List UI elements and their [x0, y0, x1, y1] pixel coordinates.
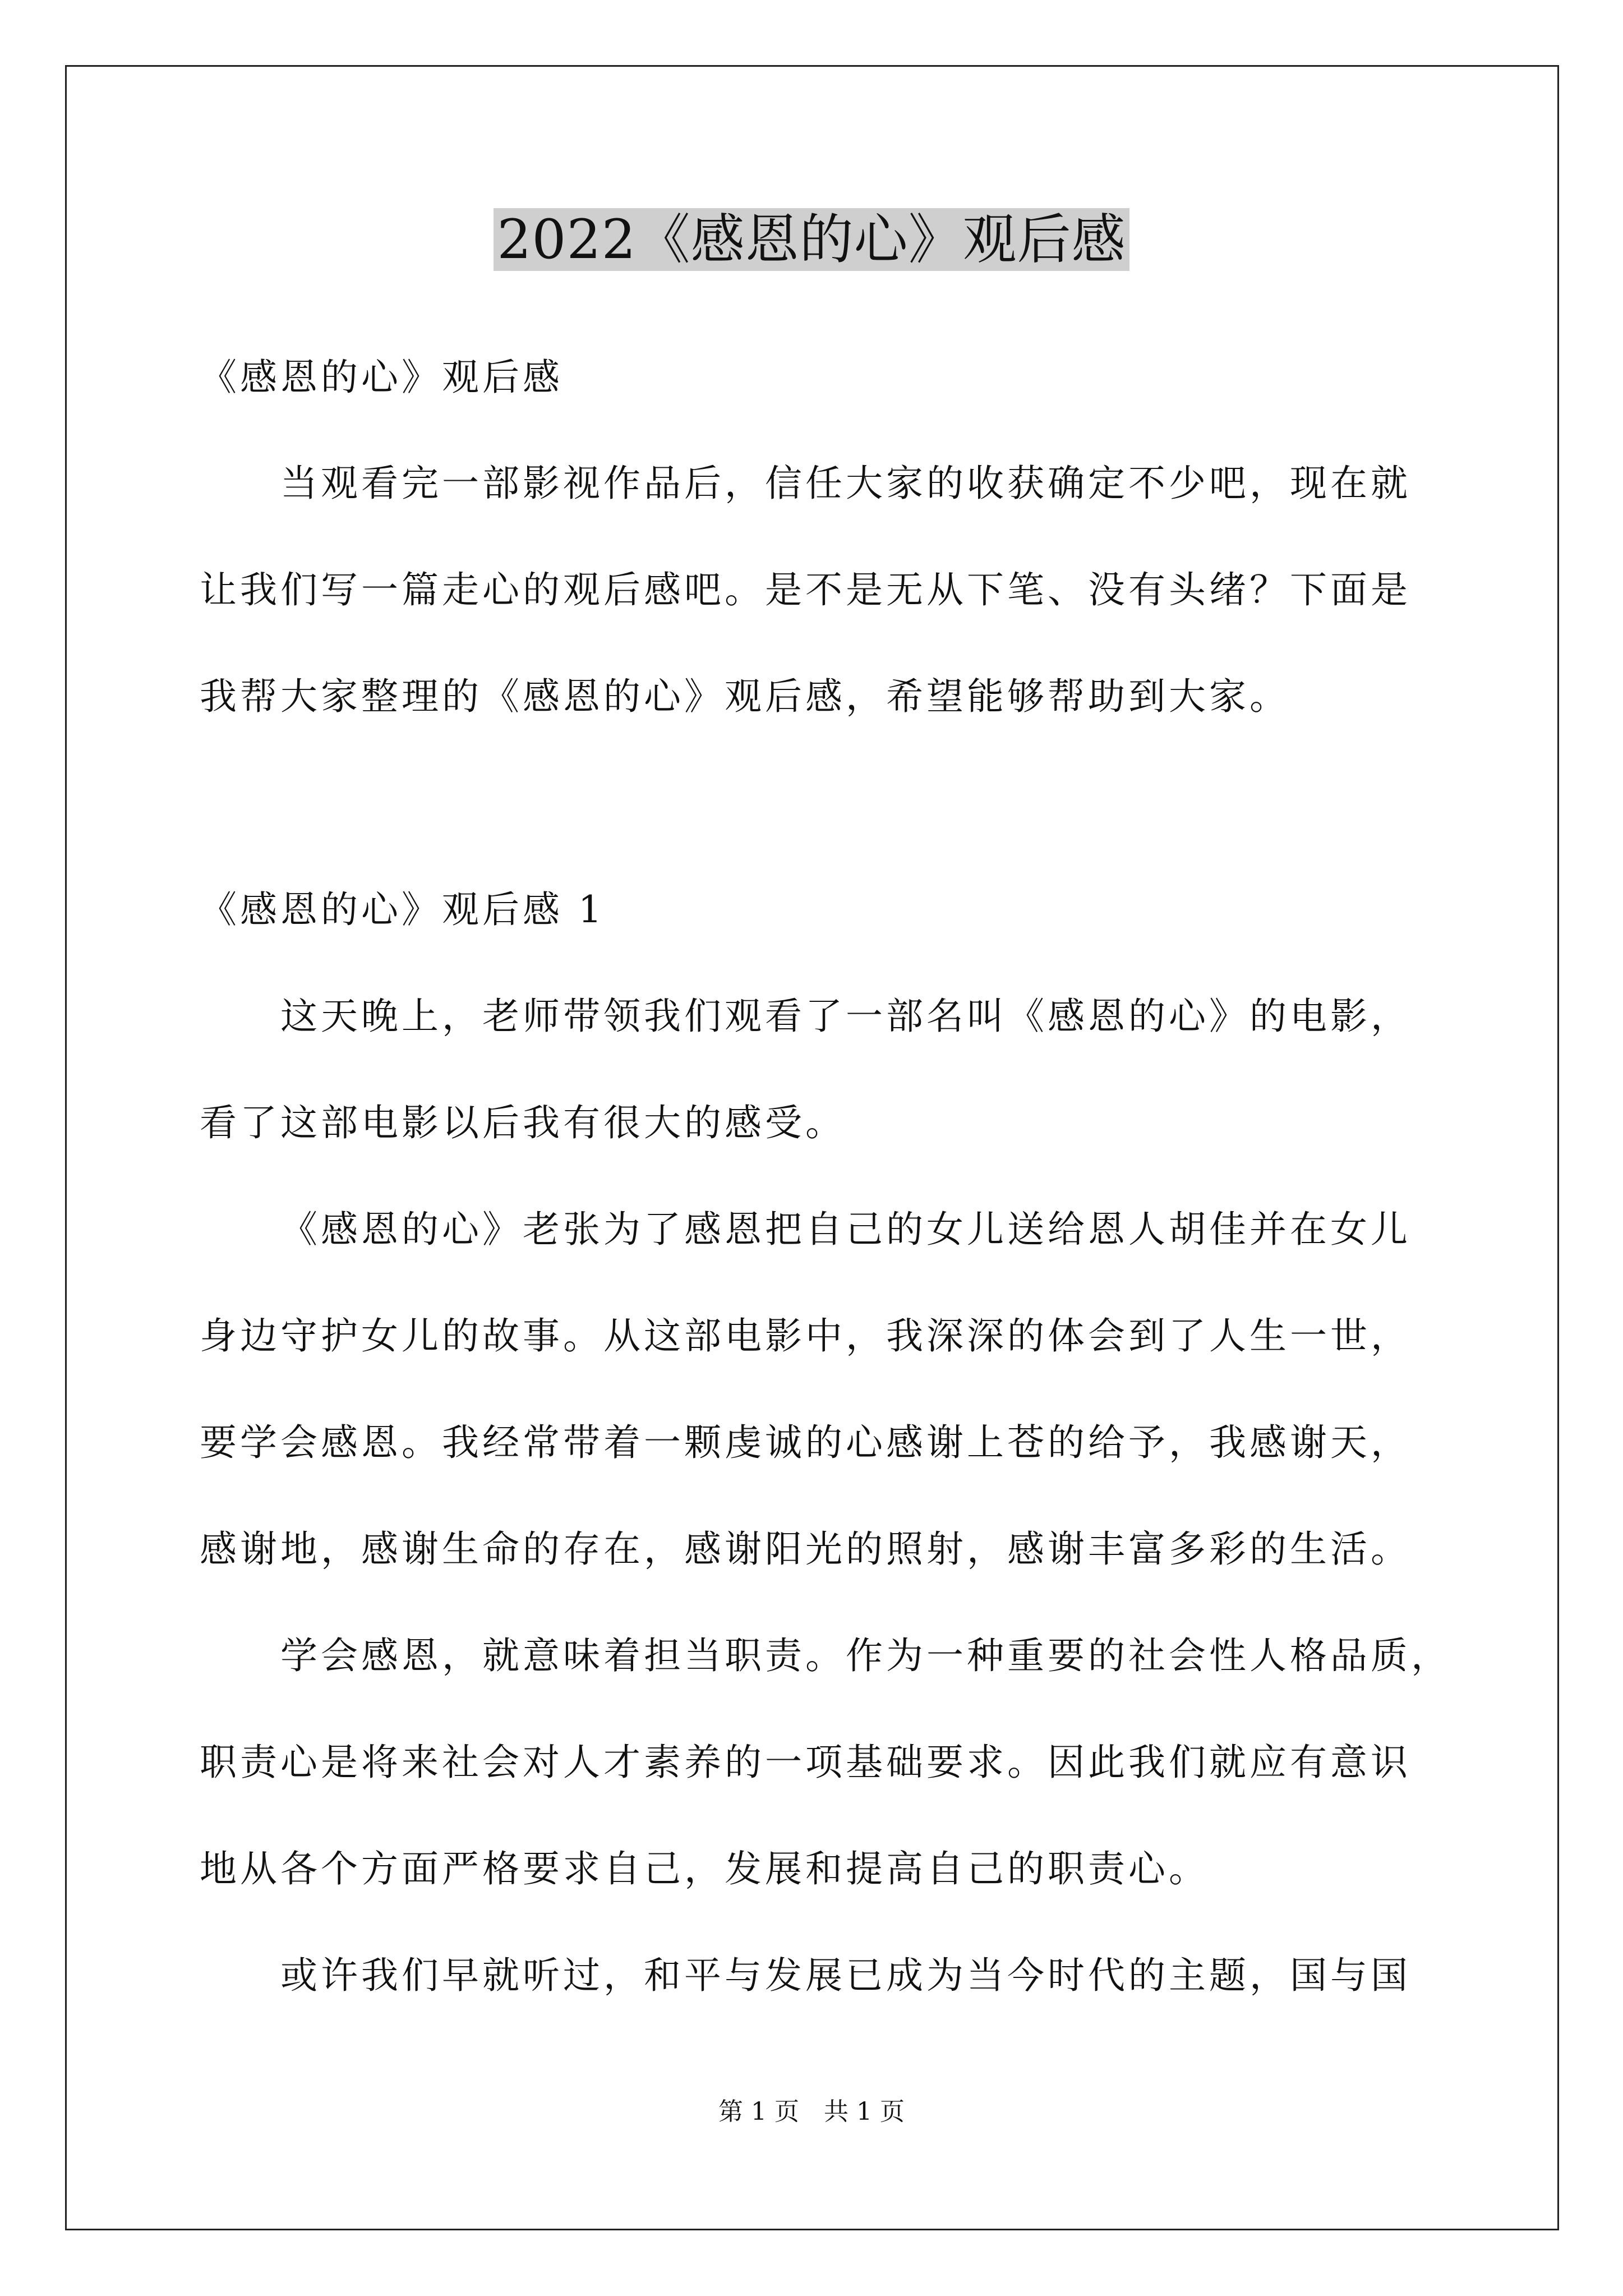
paragraph-line: 地从各个方面严格要求自己，发展和提高自己的职责心。	[200, 1847, 1209, 1890]
section-heading-1: 《感恩的心》观后感 1	[200, 888, 605, 931]
subtitle: 《感恩的心》观后感	[200, 356, 563, 399]
paragraph-line: 身边守护女儿的故事。从这部电影中，我深深的体会到了人生一世，	[200, 1314, 1411, 1358]
title-text: 2022《感恩的心》观后感	[494, 208, 1129, 271]
paragraph-line: 感谢地，感谢生命的存在，感谢阳光的照射，感谢丰富多彩的生活。	[200, 1527, 1411, 1571]
paragraph-line: 看了这部电影以后我有很大的感受。	[200, 1101, 846, 1144]
paragraph-line: 或许我们早就听过，和平与发展已成为当今时代的主题，国与国	[280, 1954, 1411, 1997]
paragraph-line: 学会感恩，就意味着担当职责。作为一种重要的社会性人格品质，	[280, 1634, 1451, 1677]
intro-line-3: 我帮大家整理的《感恩的心》观后感，希望能够帮助到大家。	[200, 675, 1290, 718]
document-title	[0, 203, 1623, 276]
intro-line-2: 让我们写一篇走心的观后感吧。是不是无从下笔、没有头绪？下面是	[200, 568, 1411, 611]
paragraph-line: 要学会感恩。我经常带着一颗虔诚的心感谢上苍的给予，我感谢天，	[200, 1421, 1411, 1464]
paragraph-line: 《感恩的心》老张为了感恩把自己的女儿送给恩人胡佳并在女儿	[280, 1208, 1411, 1251]
paragraph-line: 这天晚上，老师带领我们观看了一部名叫《感恩的心》的电影，	[280, 995, 1411, 1038]
intro-line-1: 当观看完一部影视作品后，信任大家的收获确定不少吧，现在就	[280, 462, 1411, 505]
page-footer: 第 1 页 共 1 页	[718, 2097, 905, 2126]
paragraph-line: 职责心是将来社会对人才素养的一项基础要求。因此我们就应有意识	[200, 1741, 1411, 1784]
